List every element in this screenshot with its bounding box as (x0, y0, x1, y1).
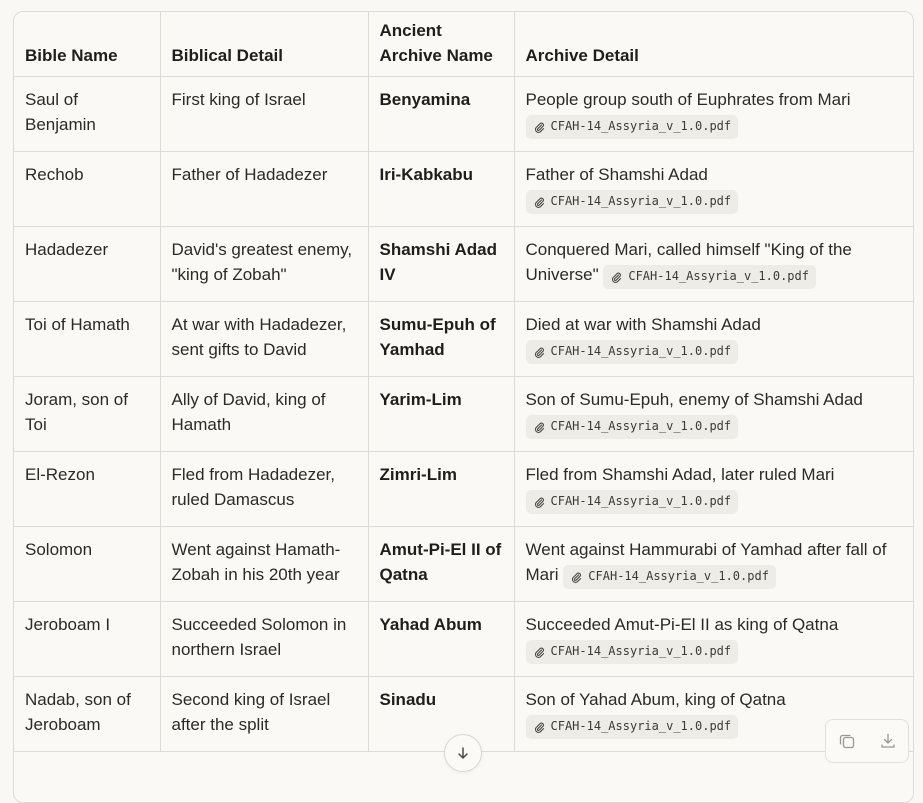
archive-detail-text: Succeeded Amut-Pi-El II as king of Qatna (525, 615, 839, 634)
cell-archive-detail (514, 227, 913, 302)
cell-archive-name: Sumu-Epuh of Yamhad (368, 302, 514, 377)
cell-bible-name: Rechob (14, 152, 160, 227)
source-filename: CFAH-14_Assyria_v_1.0.pdf (550, 119, 732, 134)
source-filename: CFAH-14_Assyria_v_1.0.pdf (550, 644, 732, 659)
table-row (14, 602, 913, 677)
scroll-down-button[interactable] (444, 734, 482, 772)
archive-detail-text: Went against Hammurabi of Yamhad after fall of Mari (525, 540, 887, 584)
source-filename: CFAH-14_Assyria_v_1.0.pdf (550, 194, 732, 209)
table-row (14, 227, 913, 302)
archive-detail-text: Son of Yahad Abum, king of Qatna (525, 690, 786, 709)
cell-bible-name: El-Rezon (14, 452, 160, 527)
cell-biblical-detail: Ally of David, king of Hamath (160, 377, 368, 452)
cell-biblical-detail: Succeeded Solomon in northern Israel (160, 602, 368, 677)
cell-archive-detail (514, 77, 913, 152)
paperclip-icon (533, 496, 545, 508)
header-archive-detail: Archive Detail (514, 12, 913, 77)
comparison-table-container (13, 11, 914, 803)
arrow-down-icon (456, 746, 470, 760)
cell-archive-name: Benyamina (368, 77, 514, 152)
source-citation-chip[interactable] (526, 715, 739, 739)
table-header-row (14, 12, 913, 77)
source-filename: CFAH-14_Assyria_v_1.0.pdf (550, 494, 732, 509)
cell-archive-name: Yarim-Lim (368, 377, 514, 452)
archive-detail-text: Died at war with Shamshi Adad (525, 315, 761, 334)
cell-bible-name: Nadab, son of Jeroboam (14, 677, 160, 752)
archive-detail-text: Conquered Mari, called himself "King of the Universe" (525, 240, 852, 284)
cell-biblical-detail: Father of Hadadezer (160, 152, 368, 227)
paperclip-icon (533, 421, 545, 433)
header-biblical-detail: Biblical Detail (160, 12, 368, 77)
cell-archive-name: Zimri-Lim (368, 452, 514, 527)
table-actions (825, 719, 909, 763)
cell-archive-name: Iri-Kabkabu (368, 152, 514, 227)
paperclip-icon (533, 121, 545, 133)
cell-archive-detail (514, 527, 913, 602)
source-filename: CFAH-14_Assyria_v_1.0.pdf (550, 344, 732, 359)
cell-biblical-detail: Went against Hamath-Zobah in his 20th year (160, 527, 368, 602)
cell-bible-name: Toi of Hamath (14, 302, 160, 377)
source-filename: CFAH-14_Assyria_v_1.0.pdf (588, 569, 769, 584)
paperclip-icon (533, 346, 545, 358)
source-citation-chip[interactable] (526, 640, 739, 664)
download-button[interactable] (873, 726, 903, 756)
paperclip-icon (610, 271, 622, 283)
header-archive-name: Ancient Archive Name (368, 12, 514, 77)
paperclip-icon (533, 646, 545, 658)
source-citation-chip[interactable] (603, 265, 816, 289)
paperclip-icon (533, 196, 545, 208)
archive-detail-text: Fled from Shamshi Adad, later ruled Mari (525, 465, 835, 484)
paperclip-icon (570, 571, 582, 583)
cell-archive-name: Amut-Pi-El II of Qatna (368, 527, 514, 602)
source-citation-chip[interactable] (563, 565, 776, 589)
table-row (14, 152, 913, 227)
cell-biblical-detail: Second king of Israel after the split (160, 677, 368, 752)
cell-biblical-detail: David's greatest enemy, "king of Zobah" (160, 227, 368, 302)
cell-archive-name: Shamshi Adad IV (368, 227, 514, 302)
cell-archive-detail (514, 152, 913, 227)
cell-archive-detail (514, 377, 913, 452)
table-row (14, 452, 913, 527)
cell-bible-name: Jeroboam I (14, 602, 160, 677)
source-filename: CFAH-14_Assyria_v_1.0.pdf (550, 419, 732, 434)
archive-detail-text: Father of Shamshi Adad (525, 165, 708, 184)
source-citation-chip[interactable] (526, 490, 739, 514)
header-bible-name: Bible Name (14, 12, 160, 77)
source-citation-chip[interactable] (526, 115, 739, 139)
download-icon (879, 732, 897, 750)
cell-bible-name: Hadadezer (14, 227, 160, 302)
cell-biblical-detail: Fled from Hadadezer, ruled Damascus (160, 452, 368, 527)
cell-archive-name: Sinadu (368, 677, 514, 752)
table-row (14, 527, 913, 602)
cell-bible-name: Saul of Benjamin (14, 77, 160, 152)
table-row (14, 77, 913, 152)
table-row (14, 302, 913, 377)
cell-bible-name: Joram, son of Toi (14, 377, 160, 452)
table-row (14, 377, 913, 452)
cell-biblical-detail: First king of Israel (160, 77, 368, 152)
archive-detail-text: Son of Sumu-Epuh, enemy of Shamshi Adad (525, 390, 863, 409)
source-citation-chip[interactable] (526, 415, 739, 439)
archive-detail-text: People group south of Euphrates from Mari (525, 90, 851, 109)
copy-button[interactable] (832, 726, 862, 756)
cell-biblical-detail: At war with Hadadezer, sent gifts to David (160, 302, 368, 377)
cell-archive-name: Yahad Abum (368, 602, 514, 677)
cell-archive-detail (514, 602, 913, 677)
cell-archive-detail (514, 302, 913, 377)
copy-icon (838, 732, 856, 750)
source-citation-chip[interactable] (526, 190, 739, 214)
cell-archive-detail (514, 452, 913, 527)
source-filename: CFAH-14_Assyria_v_1.0.pdf (550, 719, 732, 734)
paperclip-icon (533, 721, 545, 733)
comparison-table (14, 12, 913, 752)
cell-bible-name: Solomon (14, 527, 160, 602)
source-citation-chip[interactable] (526, 340, 739, 364)
source-filename: CFAH-14_Assyria_v_1.0.pdf (628, 269, 809, 284)
